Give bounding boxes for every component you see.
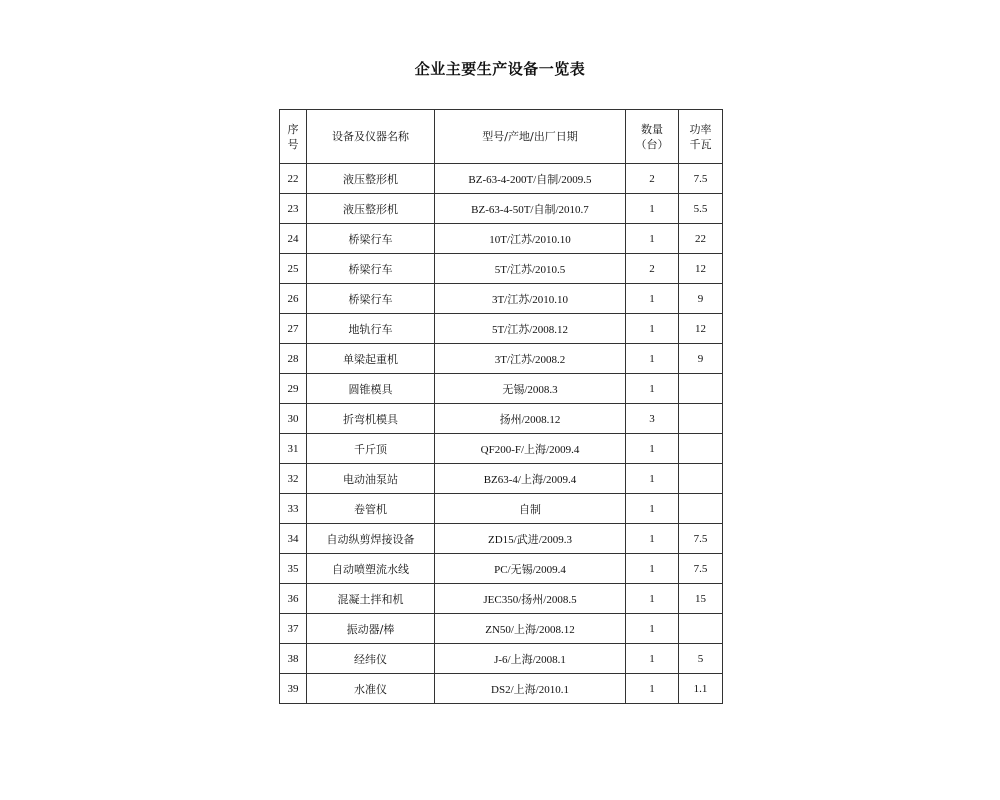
cell-equipment-name: 振动器/棒 [307,614,435,644]
table-row [280,554,723,584]
cell-model-origin-date: J-6/上海/2008.1 [435,644,626,674]
table-row [280,464,723,494]
table-row [280,314,723,344]
cell-quantity: 1 [626,494,679,524]
header-row [280,110,723,164]
cell-equipment-name: 卷管机 [307,494,435,524]
cell-serial-number: 32 [280,464,307,494]
table-row [280,164,723,194]
cell-model-origin-date: QF200-F/上海/2009.4 [435,434,626,464]
cell-equipment-name: 液压整形机 [307,164,435,194]
header-quantity-line2: （台） [635,137,669,151]
cell-quantity: 1 [626,194,679,224]
cell-power: 7.5 [679,524,723,554]
cell-serial-number: 22 [280,164,307,194]
table-body [280,164,723,704]
cell-serial-number: 23 [280,194,307,224]
cell-quantity: 1 [626,644,679,674]
cell-equipment-name: 单梁起重机 [307,344,435,374]
cell-model-origin-date: PC/无锡/2009.4 [435,554,626,584]
cell-serial-number: 25 [280,254,307,284]
cell-quantity: 1 [626,464,679,494]
header-quantity [626,110,679,164]
cell-quantity: 1 [626,314,679,344]
table-row [280,344,723,374]
cell-quantity: 1 [626,524,679,554]
cell-serial-number: 29 [280,374,307,404]
cell-power: 9 [679,284,723,314]
cell-power: 7.5 [679,164,723,194]
header-quantity-line1: 数量 [641,122,663,136]
cell-power: 7.5 [679,554,723,584]
cell-model-origin-date: BZ63-4/上海/2009.4 [435,464,626,494]
cell-model-origin-date: DS2/上海/2010.1 [435,674,626,704]
cell-model-origin-date: ZD15/武进/2009.3 [435,524,626,554]
cell-model-origin-date: JEC350/扬州/2008.5 [435,584,626,614]
table-row [280,584,723,614]
cell-model-origin-date: 自制 [435,494,626,524]
cell-equipment-name: 桥梁行车 [307,284,435,314]
cell-quantity: 1 [626,614,679,644]
table-row [280,284,723,314]
cell-serial-number: 30 [280,404,307,434]
cell-power [679,404,723,434]
cell-quantity: 1 [626,344,679,374]
table-row [280,494,723,524]
cell-model-origin-date: BZ-63-4-200T/自制/2009.5 [435,164,626,194]
header-power-line2: 千瓦 [689,137,712,151]
cell-serial-number: 36 [280,584,307,614]
cell-quantity: 1 [626,674,679,704]
page-title: 企业主要生产设备一览表 [414,60,586,78]
cell-model-origin-date: 扬州/2008.12 [435,404,626,434]
cell-power [679,464,723,494]
cell-power: 9 [679,344,723,374]
cell-power: 12 [679,254,723,284]
header-power [679,110,723,164]
table-row [280,224,723,254]
cell-power [679,614,723,644]
cell-model-origin-date: 3T/江苏/2010.10 [435,284,626,314]
header-serial-line1: 序 [287,122,299,136]
cell-quantity: 2 [626,164,679,194]
cell-quantity: 2 [626,254,679,284]
header-serial-line2: 号 [287,137,299,151]
cell-model-origin-date: 10T/江苏/2010.10 [435,224,626,254]
table-row [280,674,723,704]
cell-quantity: 1 [626,224,679,254]
header-serial-number [280,110,307,164]
cell-quantity: 1 [626,434,679,464]
cell-equipment-name: 自动纵剪焊接设备 [307,524,435,554]
cell-quantity: 1 [626,554,679,584]
cell-equipment-name: 自动喷塑流水线 [307,554,435,584]
cell-equipment-name: 折弯机模具 [307,404,435,434]
cell-model-origin-date: 5T/江苏/2010.5 [435,254,626,284]
cell-power: 15 [679,584,723,614]
cell-equipment-name: 地轨行车 [307,314,435,344]
cell-serial-number: 34 [280,524,307,554]
cell-serial-number: 33 [280,494,307,524]
cell-quantity: 1 [626,284,679,314]
header-model-origin-date: 型号/产地/出厂日期 [435,110,626,164]
cell-serial-number: 26 [280,284,307,314]
cell-equipment-name: 混凝土拌和机 [307,584,435,614]
table-header [280,110,723,164]
table-row [280,254,723,284]
table-row [280,644,723,674]
table-row [280,194,723,224]
cell-model-origin-date: ZN50/上海/2008.12 [435,614,626,644]
cell-serial-number: 38 [280,644,307,674]
cell-model-origin-date: 3T/江苏/2008.2 [435,344,626,374]
cell-power [679,374,723,404]
cell-serial-number: 24 [280,224,307,254]
cell-model-origin-date: 5T/江苏/2008.12 [435,314,626,344]
cell-quantity: 1 [626,584,679,614]
table-row [280,404,723,434]
cell-power: 22 [679,224,723,254]
cell-power: 1.1 [679,674,723,704]
cell-model-origin-date: 无锡/2008.3 [435,374,626,404]
cell-equipment-name: 液压整形机 [307,194,435,224]
cell-serial-number: 39 [280,674,307,704]
cell-model-origin-date: BZ-63-4-50T/自制/2010.7 [435,194,626,224]
cell-serial-number: 35 [280,554,307,584]
cell-power: 12 [679,314,723,344]
cell-equipment-name: 圆锥模具 [307,374,435,404]
cell-equipment-name: 水准仪 [307,674,435,704]
cell-equipment-name: 千斤顶 [307,434,435,464]
cell-quantity: 3 [626,404,679,434]
cell-serial-number: 31 [280,434,307,464]
cell-power: 5 [679,644,723,674]
table-row [280,374,723,404]
cell-serial-number: 37 [280,614,307,644]
cell-quantity: 1 [626,374,679,404]
cell-power [679,434,723,464]
cell-serial-number: 27 [280,314,307,344]
table-row [280,614,723,644]
cell-equipment-name: 经纬仪 [307,644,435,674]
header-equipment-name: 设备及仪器名称 [307,110,435,164]
equipment-table [279,109,723,704]
cell-power: 5.5 [679,194,723,224]
cell-power [679,494,723,524]
cell-equipment-name: 电动油泵站 [307,464,435,494]
cell-equipment-name: 桥梁行车 [307,224,435,254]
table-row [280,524,723,554]
table-row [280,434,723,464]
cell-serial-number: 28 [280,344,307,374]
header-power-line1: 功率 [689,122,712,136]
cell-equipment-name: 桥梁行车 [307,254,435,284]
